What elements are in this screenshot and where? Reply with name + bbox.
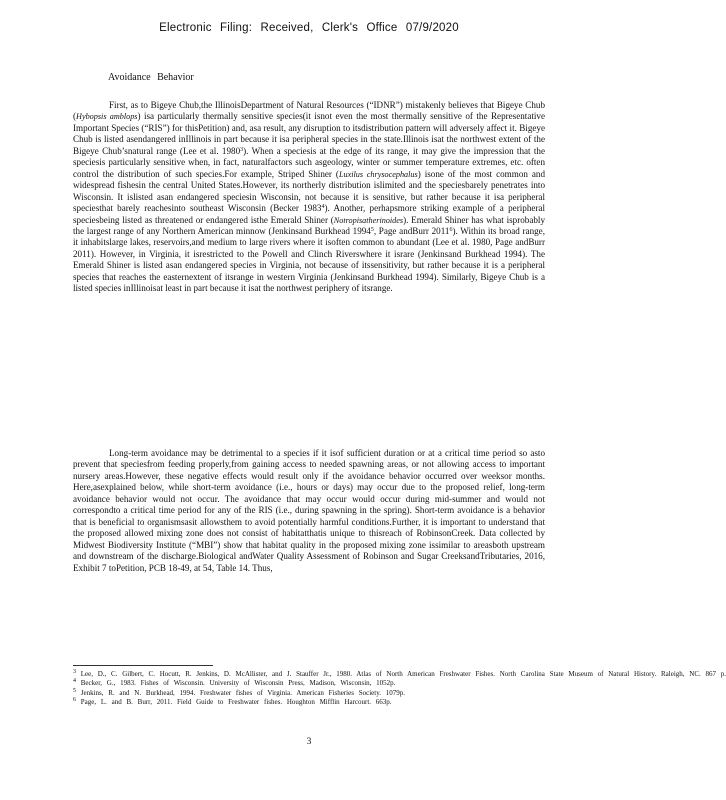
section-heading: Avoidance Behavior <box>108 72 194 83</box>
species-name: Luxilus chrysocephalus <box>338 169 418 179</box>
paragraph-long-term-avoidance <box>73 448 545 574</box>
footnote-ref: 3 <box>240 146 244 153</box>
footnote-number: 4 <box>73 678 76 685</box>
footnotes <box>73 669 726 707</box>
footnote <box>73 669 726 679</box>
footnote-number: 6 <box>73 696 76 703</box>
footnote-text: Lee, D., C. Gilbert, C. Hocutt, R. Jenkins, D. McAllister, and J. Stauffer Jr., 1980. Atlas of North American Freshwater Fishes. North Carolina State Museum of Natural History. Raleigh, NC. 867 p. <box>80 670 726 678</box>
text-run: ). Another, perhapsmore striking example of a peripheral speciesbeing listed as threatened or endangered isthe Emerald Shiner ( <box>73 203 545 225</box>
footnote-ref: 4 <box>321 204 325 211</box>
text-run: First, as to Bigeye Chub,the IllinoisDepartment of Natural Resources (“IDNR”) mistakenly believes that Bigeye Chub ( <box>73 100 545 122</box>
footnote <box>73 698 545 707</box>
text-run: ). Emerald Shiner has what isprobably the largest range of any Northern American minnow (Jenkinsand Burkhead 1994 <box>73 214 545 236</box>
text-run: ). When a speciesis at the edge of its range, it may give the impression that the speciesis particularly sensitive when, in fact, naturalfactors such asgeology, winter or summer temperature extremes, etc. often control the distribution of such species.For example, Striped Shiner ( <box>73 145 545 179</box>
footnote-text: Page, L. and B. Burr, 2011. Field Guide to Freshwater fishes. Houghton Mifflin Harcourt. 663p. <box>80 697 392 706</box>
footnote-ref: 6 <box>449 226 453 233</box>
footnote-ref: 5 <box>370 226 374 233</box>
text-run: , Page andBurr 2011 <box>373 225 450 236</box>
footnote-separator <box>73 665 213 666</box>
footnote <box>73 689 545 698</box>
text-run: ) isa particularly thermally sensitive species(it isnot even the most thermally sensitive of the Representative Important Species (“RIS”) for thisPetition) and, asa result, any disruption to itsdistribution pattern will adversely affect it. Bigeye Chub is listed asendangered inIllinois in part because it isa peripheral species in the state.Illinois isat the northwest extent of the Bigeye Chub’snatural range (Lee et al. 1980 <box>73 111 546 156</box>
footnote-text: Becker, G., 1983. Fishes of Wisconsin. University of Wisconsin Press, Madison, Wisconsin, 1052p. <box>80 679 396 688</box>
footnote <box>73 679 545 688</box>
text-run: ) isone of the most common and widespread fishesin the central United States.However, its northerly distribution islimited and the speciesbarely penetrates into Wisconsin. It islisted asan endangered speciesin Wisconsin, not because it is sensitive, but rather because it isa peripheral speciesthat barely reachesinto southeast Wisconsin (Becker 1983 <box>73 168 545 214</box>
footnote-number: 5 <box>73 687 76 694</box>
text-run: Long-term avoidance may be detrimental to a species if it isof sufficient duration or at a critical time period so asto prevent that speciesfrom feeding properly,from gaining access to needed spawning areas, or not allowing access to important nursery areas.However, these negative effects would result only if the avoidance behavior occurred over weeksor months. Here,asexplained below, while short-term avoidance (i.e., hours or days) may occur due to the proposed relief, long-term avoidance behavior would not occur. The avoidance that may occur would occur during mid-summer and would not correspondto a critical time period for any of the RIS (i.e., during spawning in the spring). Short-term avoidance is a behavior that is beneficial to organismsasit allowsthem to avoid potentially harmful conditions.Further, it is important to understand that the proposed allowed mixing zone does not consist of habitatthatis unique to thisreach of RobinsonCreek. Data collected by Midwest Biodiversity Institute (“MBI”) show that habitat quality in the proposed mixing zone issimilar to areasboth upstream and downstream of the discharge.Biological andWater Quality Assessment of Robinson and Sugar CreeksandTributaries, 2016, Exhibit 7 toPetition, PCB 18-49, at 54, Table 14. Thus, <box>73 448 545 573</box>
species-name: Hybopsis amblops <box>76 112 138 122</box>
page-number: 3 <box>306 737 312 747</box>
text-run: ). Within its broad range, it inhabitslarge lakes, reservoirs,and medium to large rivers where it isoften common to abundant (Lee et al. 1980, Page andBurr 2011). However, in Virginia, it isrestricted to the Powell and Clinch Riverswhere it israre (Jenkinsand Burkhead 1994). The Emerald Shiner is listed asan endangered species in Virginia, not because of itssensitivity, but rather because it is a peripheral species that reaches the easternextent of itsrange in western Virginia (Jenkinsand Burkhead 1994). Similarly, Bigeye Chub is a listed species inIllinoisat least in part because it isat the northwest periphery of itsrange. <box>73 225 545 294</box>
footnote-text: Jenkins, R. and N. Burkhead, 1994. Freshwater fishes of Virginia. American Fisheries Society. 1079p. <box>80 688 405 697</box>
filing-header: Electronic Filing: Received, Clerk's Office 07/9/2020 <box>159 22 459 34</box>
species-name: Notropisatherinoides <box>333 215 404 225</box>
paragraph-bigeye-chub <box>73 100 545 295</box>
footnote-number: 3 <box>73 669 76 675</box>
